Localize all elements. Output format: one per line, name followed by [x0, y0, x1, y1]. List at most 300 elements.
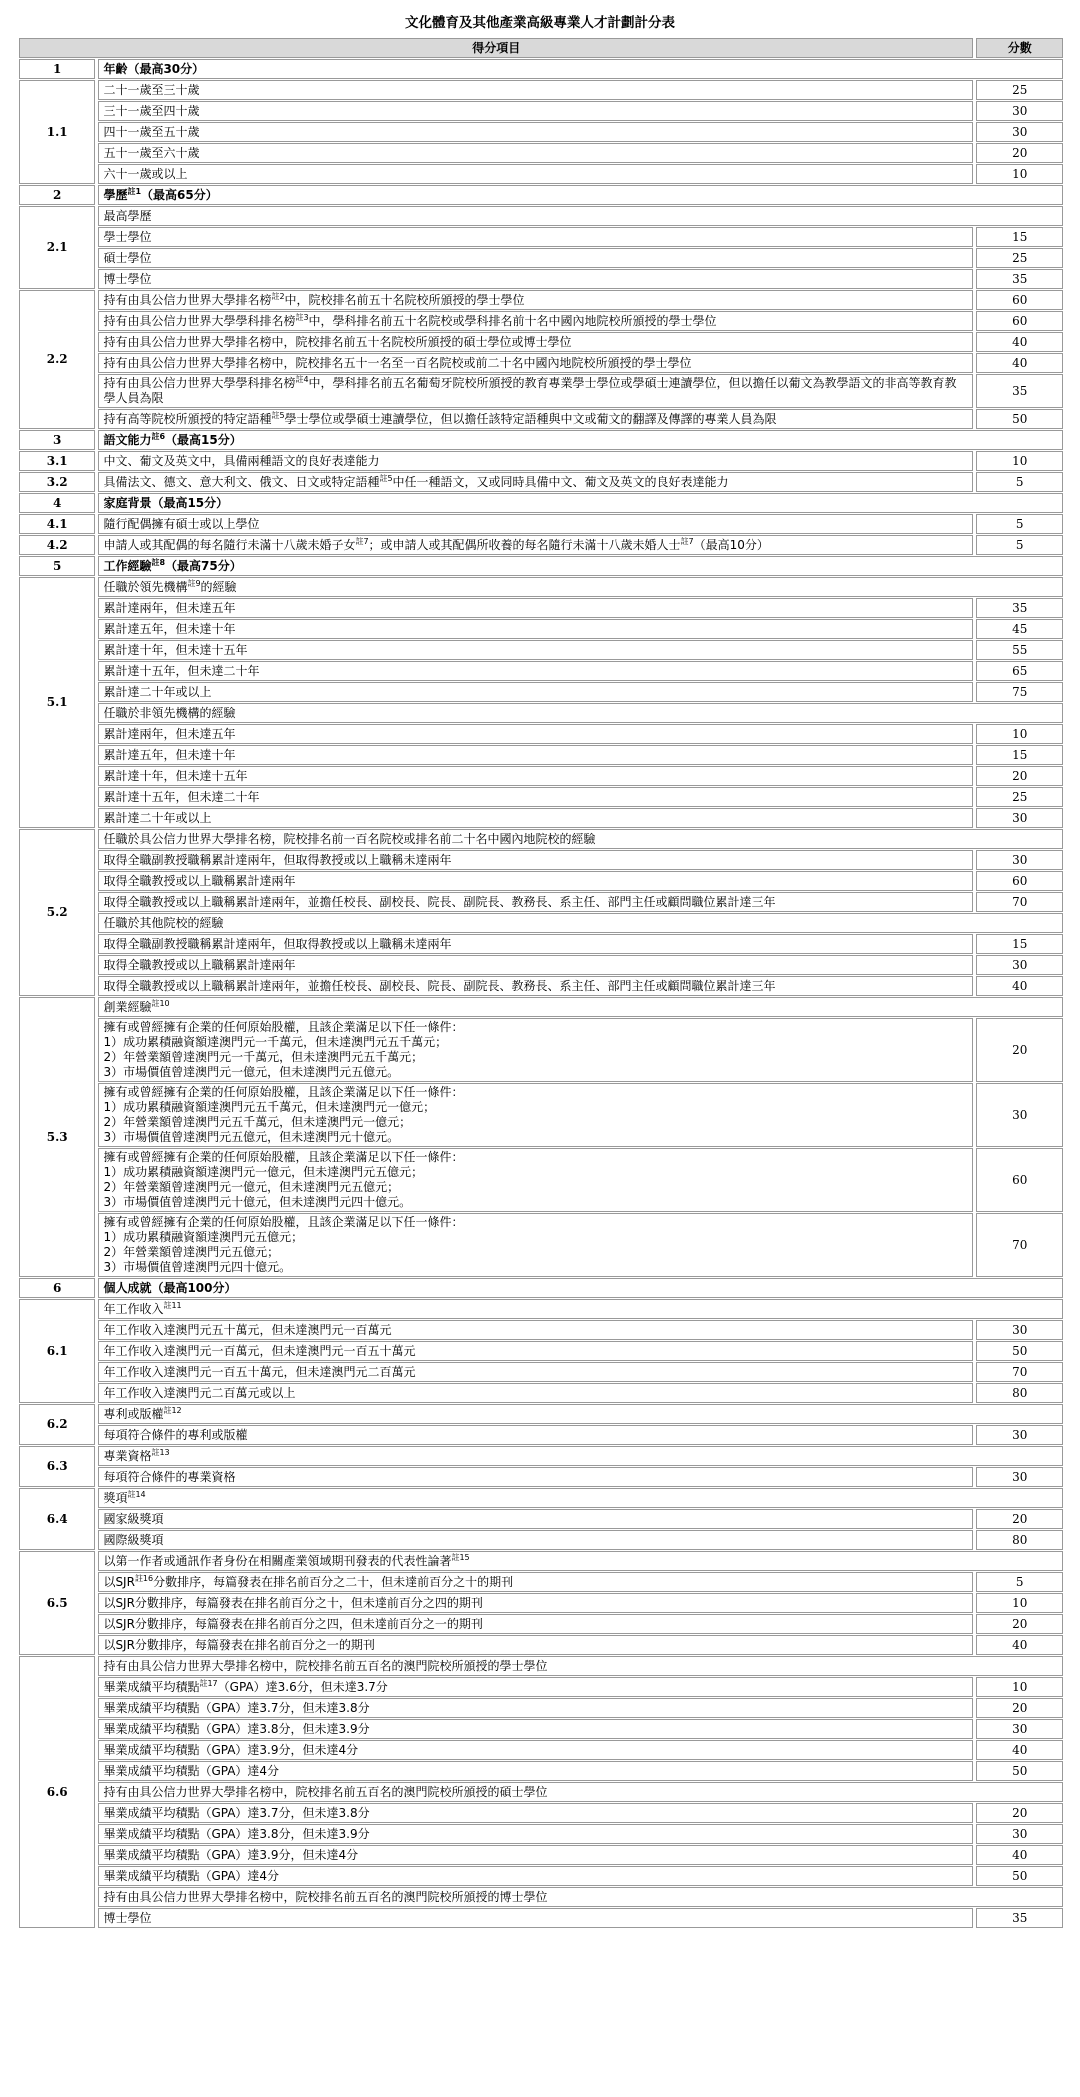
criterion-text-cont: 的經驗	[200, 579, 237, 594]
subheading-cell	[98, 1782, 1063, 1802]
table-row	[19, 1572, 1063, 1592]
table-row	[19, 871, 1063, 891]
score-value: 5	[976, 535, 1063, 555]
item-number: 5.3	[19, 997, 95, 1277]
score-value: 35	[976, 374, 1063, 408]
subheading-cell	[98, 997, 1063, 1017]
criterion-cell	[98, 1213, 973, 1277]
criterion-line: 3）市場價值曾達澳門元一億元，但未達澳門元五億元。	[103, 1065, 400, 1079]
score-value: 25	[976, 787, 1063, 807]
criterion-text: 取得全職副教授職稱累計達兩年，但取得教授或以上職稱未達兩年	[103, 936, 452, 951]
score-table	[16, 37, 1066, 1929]
item-number: 1.1	[19, 80, 95, 184]
score-value: 45	[976, 619, 1063, 639]
score-value: 35	[976, 598, 1063, 618]
criterion-cell	[98, 143, 973, 163]
criterion-text: 國家級獎項	[103, 1511, 164, 1526]
criterion-text-cont: 中，院校排名前五十名院校所頒授的學士學位	[284, 292, 525, 307]
table-row	[19, 1908, 1063, 1928]
criterion-text: 博士學位	[103, 271, 152, 286]
table-row	[19, 724, 1063, 744]
section-row	[19, 59, 1063, 79]
criterion-cell	[98, 332, 973, 352]
table-row	[19, 640, 1063, 660]
section-number: 5	[19, 556, 95, 576]
section-title-suffix: （最高75分）	[165, 558, 242, 573]
table-row	[19, 1425, 1063, 1445]
criterion-text: 持有由具公信力世界大學排名榜中，院校排名前五百名的澳門院校所頒授的碩士學位	[103, 1784, 548, 1799]
item-number: 5.1	[19, 577, 95, 828]
criterion-text: 取得全職教授或以上職稱累計達兩年，並擔任校長、副校長、院長、副院長、教務長、系主任、部門主任或顧問職位累計達三年	[103, 978, 776, 993]
criterion-line: 擁有或曾經擁有企業的任何原始股權，且該企業滿足以下任一條件：	[103, 1150, 464, 1164]
score-value: 5	[976, 472, 1063, 492]
table-row	[19, 808, 1063, 828]
footnote-ref: 註13	[151, 1447, 170, 1457]
table-row	[19, 1614, 1063, 1634]
score-value: 65	[976, 661, 1063, 681]
table-row	[19, 661, 1063, 681]
subheading-cell	[98, 1446, 1063, 1466]
criterion-text: 以第一作者或通訊作者身份在相關產業領域期刊發表的代表性論著	[103, 1553, 452, 1568]
section-title-text: 語文能力	[103, 432, 152, 447]
criterion-text: 取得全職副教授職稱累計達兩年，但取得教授或以上職稱未達兩年	[103, 852, 452, 867]
criterion-text: 畢業成績平均積點（GPA）達3.8分，但未達3.9分	[103, 1826, 370, 1841]
criterion-line: 1）成功累積融資額達澳門元五千萬元，但未達澳門元一億元；	[103, 1100, 436, 1114]
score-value: 15	[976, 934, 1063, 954]
criterion-text: 年工作收入達澳門元五十萬元，但未達澳門元一百萬元	[103, 1322, 392, 1337]
criterion-text: 任職於其他院校的經驗	[103, 915, 224, 930]
subheading-cell	[98, 703, 1063, 723]
table-row	[19, 1362, 1063, 1382]
item-number: 6.4	[19, 1488, 95, 1550]
criterion-cell	[98, 808, 973, 828]
score-value: 5	[976, 1572, 1063, 1592]
table-row	[19, 976, 1063, 996]
footnote-ref: 註14	[127, 1489, 146, 1499]
criterion-text-cont: ；或申請人或其配偶所收養的每名隨行未滿十八歲未婚人士	[368, 537, 681, 552]
criterion-text: 專利或版權	[103, 1406, 164, 1421]
score-value: 50	[976, 409, 1063, 429]
subheading-cell	[98, 829, 1063, 849]
criterion-text: 任職於具公信力世界大學排名榜，院校排名前一百名院校或排名前二十名中國內地院校的經驗	[103, 831, 596, 846]
section-title	[98, 185, 1063, 205]
score-value: 25	[976, 248, 1063, 268]
criterion-text: 碩士學位	[103, 250, 152, 265]
table-row	[19, 766, 1063, 786]
score-value: 30	[976, 850, 1063, 870]
criterion-text: 獎項	[103, 1490, 128, 1505]
table-row	[19, 80, 1063, 100]
item-number: 3.2	[19, 472, 95, 492]
header-item: 得分項目	[19, 38, 973, 58]
criterion-cell	[98, 227, 973, 247]
footnote-ref: 註17	[199, 1678, 218, 1688]
criterion-line: 擁有或曾經擁有企業的任何原始股權，且該企業滿足以下任一條件：	[103, 1215, 464, 1229]
table-row	[19, 1467, 1063, 1487]
criterion-line: 2）年營業額曾達澳門元五千萬元，但未達澳門元一億元；	[103, 1115, 412, 1129]
footnote-ref: 註5	[271, 410, 285, 420]
score-value: 20	[976, 766, 1063, 786]
score-value: 30	[976, 1083, 1063, 1147]
criterion-line: 1）成功累積融資額達澳門元一億元，但未達澳門元五億元；	[103, 1165, 424, 1179]
section-row	[19, 1278, 1063, 1298]
table-header-row	[19, 38, 1063, 58]
score-value: 40	[976, 1845, 1063, 1865]
item-number: 6.6	[19, 1656, 95, 1928]
table-row	[19, 409, 1063, 429]
criterion-text: 畢業成績平均積點（GPA）達4分	[103, 1868, 280, 1883]
criterion-cell	[98, 892, 973, 912]
table-row	[19, 703, 1063, 723]
criterion-text: 累計達十五年，但未達二十年	[103, 663, 260, 678]
score-value: 20	[976, 1698, 1063, 1718]
criterion-text: 取得全職教授或以上職稱累計達兩年	[103, 873, 296, 888]
score-value: 70	[976, 1362, 1063, 1382]
table-row	[19, 1761, 1063, 1781]
criterion-text-cont: 分數排序，每篇發表在排名前百分之二十，但未達前百分之十的期刊	[153, 1574, 514, 1589]
score-value: 40	[976, 353, 1063, 373]
table-row	[19, 1404, 1063, 1424]
table-row	[19, 514, 1063, 534]
score-value: 40	[976, 976, 1063, 996]
criterion-text-cont: 中，學科排名前五名葡萄牙院校所頒授的教育專業學士學位或學碩士連讀學位，但以擔任以葡文為教學語文的非高等教育教學人員為限	[103, 376, 957, 405]
criterion-text: 申請人或其配偶的每名隨行未滿十八歲未婚子女	[103, 537, 356, 552]
criterion-cell	[98, 472, 973, 492]
criterion-cell	[98, 1362, 973, 1382]
criterion-cell	[98, 1908, 973, 1928]
table-row	[19, 1446, 1063, 1466]
criterion-text: 畢業成績平均積點（GPA）達3.9分，但未達4分	[103, 1847, 359, 1862]
criterion-text: 累計達兩年，但未達五年	[103, 726, 236, 741]
table-row	[19, 1488, 1063, 1508]
criterion-text: 創業經驗	[103, 999, 152, 1014]
criterion-cell	[98, 80, 973, 100]
criterion-cell	[98, 1593, 973, 1613]
score-value: 20	[976, 1018, 1063, 1082]
criterion-line: 1）成功累積融資額達澳門元一千萬元，但未達澳門元五千萬元；	[103, 1035, 448, 1049]
section-title-text: 年齡（最高30分）	[103, 61, 205, 76]
section-title-suffix: （最高65分）	[141, 187, 218, 202]
score-value: 50	[976, 1761, 1063, 1781]
criterion-text: 國際級獎項	[103, 1532, 164, 1547]
score-value: 50	[976, 1341, 1063, 1361]
table-row	[19, 1740, 1063, 1760]
item-number: 4.1	[19, 514, 95, 534]
criterion-text-cont: （GPA）達3.6分，但未達3.7分	[217, 1679, 388, 1694]
table-row	[19, 311, 1063, 331]
criterion-cell	[98, 1083, 973, 1147]
criterion-text: 五十一歲至六十歲	[103, 145, 200, 160]
criterion-text: 年工作收入	[103, 1301, 164, 1316]
score-value: 30	[976, 101, 1063, 121]
criterion-line: 2）年營業額曾達澳門元一千萬元，但未達澳門元五千萬元；	[103, 1050, 424, 1064]
table-row	[19, 1593, 1063, 1613]
criterion-text: 博士學位	[103, 1910, 152, 1925]
item-number: 3.1	[19, 451, 95, 471]
criterion-text: 畢業成績平均積點（GPA）達3.8分，但未達3.9分	[103, 1721, 370, 1736]
criterion-cell	[98, 1740, 973, 1760]
criterion-text: 畢業成績平均積點	[103, 1679, 200, 1694]
criterion-cell	[98, 619, 973, 639]
footnote-ref: 註1	[127, 186, 142, 196]
footnote-ref: 註12	[163, 1405, 182, 1415]
criterion-cell	[98, 1425, 973, 1445]
score-value: 30	[976, 808, 1063, 828]
score-value: 30	[976, 955, 1063, 975]
section-row	[19, 185, 1063, 205]
section-title-text: 工作經驗	[103, 558, 152, 573]
criterion-cell	[98, 598, 973, 618]
table-row	[19, 682, 1063, 702]
score-value: 55	[976, 640, 1063, 660]
footnote-ref: 註16	[134, 1573, 154, 1583]
table-row	[19, 1635, 1063, 1655]
section-title	[98, 556, 1063, 576]
section-title-suffix: （最高15分）	[165, 432, 242, 447]
criterion-text: 以SJR分數排序，每篇發表在排名前百分之十，但未達前百分之四的期刊	[103, 1595, 483, 1610]
score-value: 20	[976, 143, 1063, 163]
criterion-cell	[98, 976, 973, 996]
criterion-text: 持有由具公信力世界大學排名榜	[103, 292, 272, 307]
score-value: 30	[976, 1719, 1063, 1739]
subheading-cell	[98, 577, 1063, 597]
criterion-text: 累計達五年，但未達十年	[103, 747, 236, 762]
section-title	[98, 493, 1063, 513]
table-row	[19, 248, 1063, 268]
criterion-text: 持有由具公信力世界大學學科排名榜	[103, 313, 296, 328]
criterion-text: 以SJR分數排序，每篇發表在排名前百分之四，但未達前百分之一的期刊	[103, 1616, 483, 1631]
criterion-cell	[98, 1719, 973, 1739]
section-title-text: 學歷	[103, 187, 128, 202]
criterion-cell	[98, 1677, 973, 1697]
table-row	[19, 1018, 1063, 1082]
subheading-cell	[98, 1551, 1063, 1571]
criterion-text: 累計達十五年，但未達二十年	[103, 789, 260, 804]
criterion-text-cont: 學士學位或學碩士連讀學位，但以擔任該特定語種與中文或葡文的翻譯及傳譯的專業人員為限	[284, 411, 777, 426]
table-row	[19, 1677, 1063, 1697]
criterion-cell	[98, 1698, 973, 1718]
criterion-line: 2）年營業額曾達澳門元一億元，但未達澳門元五億元；	[103, 1180, 400, 1194]
criterion-cell	[98, 871, 973, 891]
item-number: 2.1	[19, 206, 95, 289]
footnote-ref: 註3	[295, 312, 309, 322]
score-value: 80	[976, 1383, 1063, 1403]
criterion-cell	[98, 374, 973, 408]
subheading-cell	[98, 913, 1063, 933]
table-row	[19, 472, 1063, 492]
table-row	[19, 1299, 1063, 1319]
score-value: 30	[976, 1320, 1063, 1340]
table-row	[19, 1530, 1063, 1550]
criterion-text: 持有由具公信力世界大學排名榜中，院校排名前五百名的澳門院校所頒授的學士學位	[103, 1658, 548, 1673]
criterion-cell	[98, 248, 973, 268]
criterion-cell	[98, 122, 973, 142]
section-number: 6	[19, 1278, 95, 1298]
table-row	[19, 101, 1063, 121]
item-number: 6.3	[19, 1446, 95, 1487]
criterion-text: 專業資格	[103, 1448, 152, 1463]
criterion-cell	[98, 682, 973, 702]
criterion-cell	[98, 955, 973, 975]
criterion-text: 累計達二十年或以上	[103, 684, 212, 699]
criterion-text: 持有由具公信力世界大學排名榜中，院校排名五十一名至一百名院校或前二十名中國內地院校所頒授的學士學位	[103, 355, 692, 370]
criterion-text: 任職於非領先機構的經驗	[103, 705, 236, 720]
criterion-text: 累計達兩年，但未達五年	[103, 600, 236, 615]
table-row	[19, 955, 1063, 975]
table-row	[19, 1148, 1063, 1212]
criterion-text: 畢業成績平均積點（GPA）達3.9分，但未達4分	[103, 1742, 359, 1757]
score-value: 40	[976, 1635, 1063, 1655]
footnote-ref: 註11	[163, 1300, 182, 1310]
criterion-text: 三十一歲至四十歲	[103, 103, 200, 118]
criterion-cell	[98, 514, 973, 534]
criterion-line: 3）市場價值曾達澳門元十億元，但未達澳門元四十億元。	[103, 1195, 412, 1209]
criterion-text: 二十一歲至三十歲	[103, 82, 200, 97]
criterion-text: 最高學歷	[103, 208, 152, 223]
criterion-cell	[98, 1320, 973, 1340]
score-value: 40	[976, 1740, 1063, 1760]
table-row	[19, 1719, 1063, 1739]
footnote-ref: 註15	[451, 1552, 470, 1562]
section-title-text: 個人成就（最高100分）	[103, 1280, 237, 1295]
section-title	[98, 59, 1063, 79]
section-title	[98, 430, 1063, 450]
score-value: 70	[976, 892, 1063, 912]
table-row	[19, 577, 1063, 597]
criterion-cell	[98, 1866, 973, 1886]
score-value: 10	[976, 1677, 1063, 1697]
score-value: 5	[976, 514, 1063, 534]
subheading-cell	[98, 1404, 1063, 1424]
table-row	[19, 122, 1063, 142]
score-value: 10	[976, 451, 1063, 471]
score-value: 30	[976, 1425, 1063, 1445]
table-body	[19, 59, 1063, 1928]
section-number: 1	[19, 59, 95, 79]
table-row	[19, 451, 1063, 471]
score-value: 10	[976, 164, 1063, 184]
footnote-ref: 註6	[151, 431, 166, 441]
criterion-cell	[98, 724, 973, 744]
criterion-cell	[98, 766, 973, 786]
criterion-cell	[98, 409, 973, 429]
footnote-ref: 註7	[355, 536, 369, 546]
criterion-cell	[98, 1572, 973, 1592]
table-row	[19, 1320, 1063, 1340]
footnote-ref: 註10	[151, 998, 170, 1008]
table-row	[19, 1824, 1063, 1844]
criterion-cell	[98, 1509, 973, 1529]
table-row	[19, 1509, 1063, 1529]
criterion-cell	[98, 1614, 973, 1634]
table-row	[19, 206, 1063, 226]
criterion-text: 持有由具公信力世界大學學科排名榜	[103, 376, 296, 390]
table-row	[19, 829, 1063, 849]
score-value: 35	[976, 1908, 1063, 1928]
footnote-ref: 註4	[295, 375, 309, 384]
score-value: 70	[976, 1213, 1063, 1277]
score-value: 20	[976, 1509, 1063, 1529]
score-value: 30	[976, 122, 1063, 142]
criterion-text: 每項符合條件的專業資格	[103, 1469, 236, 1484]
table-row	[19, 1341, 1063, 1361]
subheading-cell	[98, 1656, 1063, 1676]
score-value: 60	[976, 871, 1063, 891]
criterion-cell	[98, 1018, 973, 1082]
item-number: 4.2	[19, 535, 95, 555]
section-number: 3	[19, 430, 95, 450]
criterion-cell	[98, 1341, 973, 1361]
score-value: 60	[976, 311, 1063, 331]
score-value: 30	[976, 1467, 1063, 1487]
score-value: 20	[976, 1614, 1063, 1634]
table-row	[19, 598, 1063, 618]
criterion-cell	[98, 1761, 973, 1781]
criterion-cell	[98, 640, 973, 660]
table-row	[19, 745, 1063, 765]
score-value: 15	[976, 227, 1063, 247]
section-number: 4	[19, 493, 95, 513]
criterion-text: 六十一歲或以上	[103, 166, 188, 181]
table-row	[19, 1656, 1063, 1676]
score-value: 40	[976, 332, 1063, 352]
criterion-text: 以SJR分數排序，每篇發表在排名前百分之一的期刊	[103, 1637, 375, 1652]
table-row	[19, 1887, 1063, 1907]
table-row	[19, 164, 1063, 184]
table-row	[19, 892, 1063, 912]
table-row	[19, 1551, 1063, 1571]
criterion-line: 擁有或曾經擁有企業的任何原始股權，且該企業滿足以下任一條件：	[103, 1020, 464, 1034]
score-value: 20	[976, 1803, 1063, 1823]
table-row	[19, 353, 1063, 373]
table-row	[19, 374, 1063, 408]
score-value: 80	[976, 1530, 1063, 1550]
footnote-ref: 註5	[379, 473, 393, 483]
table-row	[19, 332, 1063, 352]
criterion-text: 年工作收入達澳門元一百五十萬元，但未達澳門元二百萬元	[103, 1364, 416, 1379]
criterion-text: 取得全職教授或以上職稱累計達兩年，並擔任校長、副校長、院長、副院長、教務長、系主任、部門主任或顧問職位累計達三年	[103, 894, 776, 909]
criterion-cell	[98, 1824, 973, 1844]
score-value: 35	[976, 269, 1063, 289]
section-title-text: 家庭背景（最高15分）	[103, 495, 229, 510]
criterion-text: 任職於領先機構	[103, 579, 188, 594]
table-row	[19, 1383, 1063, 1403]
criterion-text: 畢業成績平均積點（GPA）達3.7分，但未達3.8分	[103, 1700, 370, 1715]
table-row	[19, 913, 1063, 933]
criterion-cell	[98, 1383, 973, 1403]
criterion-text: 每項符合條件的專利或版權	[103, 1427, 248, 1442]
criterion-text: 中文、葡文及英文中，具備兩種語文的良好表達能力	[103, 453, 380, 468]
criterion-cell	[98, 311, 973, 331]
section-number: 2	[19, 185, 95, 205]
criterion-cell	[98, 451, 973, 471]
criterion-text: 累計達二十年或以上	[103, 810, 212, 825]
table-row	[19, 1213, 1063, 1277]
item-number: 2.2	[19, 290, 95, 429]
table-row	[19, 535, 1063, 555]
criterion-line: 擁有或曾經擁有企業的任何原始股權，且該企業滿足以下任一條件：	[103, 1085, 464, 1099]
criterion-cell	[98, 164, 973, 184]
criterion-text: 具備法文、德文、意大利文、俄文、日文或特定語種	[103, 474, 380, 489]
criterion-cell	[98, 850, 973, 870]
criterion-line: 2）年營業額曾達澳門元五億元；	[103, 1245, 280, 1259]
criterion-text-cont: 中任一種語文，又或同時具備中文、葡文及英文的良好表達能力	[392, 474, 729, 489]
table-row	[19, 850, 1063, 870]
criterion-line: 1）成功累積融資額達澳門元五億元；	[103, 1230, 304, 1244]
criterion-cell	[98, 1148, 973, 1212]
criterion-cell	[98, 661, 973, 681]
footnote-ref: 註8	[151, 557, 166, 567]
